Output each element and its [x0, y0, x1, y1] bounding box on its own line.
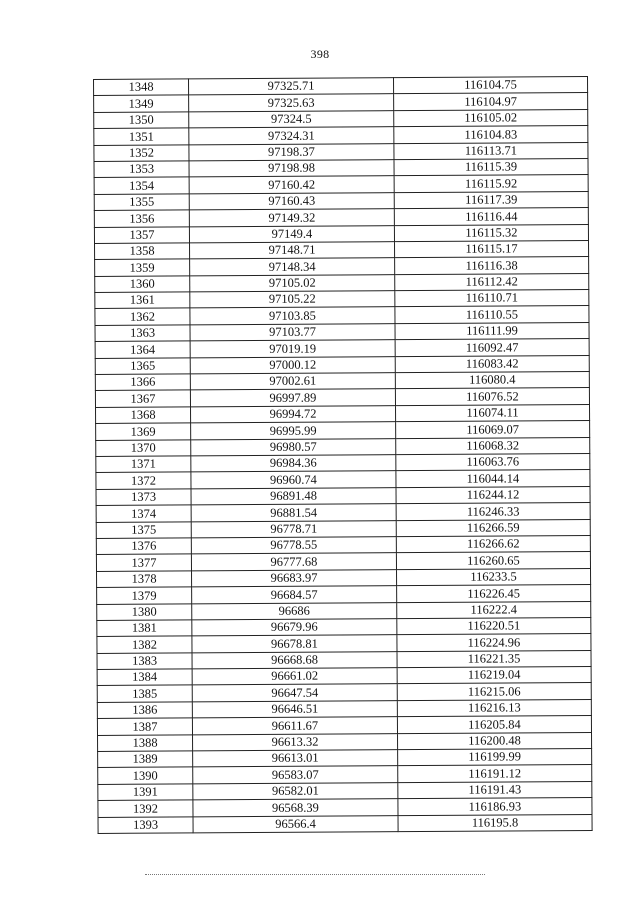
x-coordinate-cell: 97324.5: [189, 110, 394, 128]
y-coordinate-cell: 116226.45: [397, 585, 591, 603]
x-coordinate-cell: 96613.01: [193, 750, 398, 768]
y-coordinate-cell: 116110.71: [395, 290, 589, 308]
point-number-cell: 1381: [97, 620, 192, 637]
point-number-cell: 1374: [96, 505, 191, 522]
point-number-cell: 1367: [95, 390, 190, 407]
point-number-cell: 1392: [98, 800, 193, 817]
y-coordinate-cell: 116116.44: [394, 208, 588, 226]
y-coordinate-cell: 116222.4: [397, 601, 591, 619]
x-coordinate-cell: 97198.98: [189, 160, 394, 178]
x-coordinate-cell: 97325.71: [189, 78, 394, 96]
point-number-cell: 1387: [97, 718, 192, 735]
y-coordinate-cell: 116104.97: [394, 93, 588, 111]
point-number-cell: 1357: [94, 226, 189, 243]
point-number-cell: 1372: [96, 472, 191, 489]
y-coordinate-cell: 116195.8: [398, 814, 592, 832]
x-coordinate-cell: 96668.68: [192, 651, 397, 669]
point-number-cell: 1351: [94, 128, 189, 145]
x-coordinate-cell: 96583.07: [193, 766, 398, 784]
x-coordinate-cell: 96613.32: [193, 733, 398, 751]
y-coordinate-cell: 116117.39: [394, 191, 588, 209]
point-number-cell: 1369: [96, 423, 191, 440]
x-coordinate-cell: 96994.72: [191, 405, 396, 423]
point-number-cell: 1355: [94, 194, 189, 211]
x-coordinate-cell: 96777.68: [191, 553, 396, 571]
y-coordinate-cell: 116115.39: [394, 158, 588, 176]
point-number-cell: 1363: [95, 325, 190, 342]
point-number-cell: 1389: [98, 751, 193, 768]
y-coordinate-cell: 116266.59: [396, 519, 590, 537]
point-number-cell: 1371: [96, 456, 191, 473]
y-coordinate-cell: 116115.17: [394, 240, 588, 258]
point-number-cell: 1360: [95, 276, 190, 293]
point-number-cell: 1378: [97, 571, 192, 588]
x-coordinate-cell: 97149.32: [189, 209, 394, 227]
x-coordinate-cell: 96566.4: [193, 815, 398, 833]
x-coordinate-cell: 97198.37: [189, 143, 394, 161]
point-number-cell: 1376: [96, 538, 191, 555]
x-coordinate-cell: 96611.67: [192, 717, 397, 735]
y-coordinate-cell: 116111.99: [395, 322, 589, 340]
x-coordinate-cell: 96679.96: [192, 619, 397, 637]
y-coordinate-cell: 116224.96: [397, 634, 591, 652]
y-coordinate-cell: 116069.07: [396, 421, 590, 439]
y-coordinate-cell: 116115.32: [394, 224, 588, 242]
x-coordinate-cell: 96661.02: [192, 668, 397, 686]
y-coordinate-cell: 116063.76: [396, 453, 590, 471]
x-coordinate-cell: 97160.43: [189, 192, 394, 210]
y-coordinate-cell: 116113.71: [394, 142, 588, 160]
y-coordinate-cell: 116246.33: [396, 503, 590, 521]
x-coordinate-cell: 97002.61: [190, 373, 395, 391]
point-number-cell: 1377: [96, 554, 191, 571]
x-coordinate-cell: 96980.57: [191, 438, 396, 456]
point-number-cell: 1366: [95, 374, 190, 391]
page-number: 398: [310, 47, 330, 61]
point-number-cell: 1391: [98, 784, 193, 801]
x-coordinate-cell: 97105.02: [190, 274, 395, 292]
y-coordinate-cell: 116260.65: [396, 552, 590, 570]
y-coordinate-cell: 116044.14: [396, 470, 590, 488]
x-coordinate-cell: 97148.34: [190, 258, 395, 276]
point-number-cell: 1349: [94, 95, 189, 112]
x-coordinate-cell: 96891.48: [191, 487, 396, 505]
point-number-cell: 1382: [97, 636, 192, 653]
y-coordinate-cell: 116191.43: [398, 781, 592, 799]
point-number-cell: 1384: [97, 669, 192, 686]
y-coordinate-cell: 116104.75: [393, 76, 587, 94]
x-coordinate-cell: 96686: [192, 602, 397, 620]
x-coordinate-cell: 97325.63: [189, 94, 394, 112]
x-coordinate-cell: 97160.42: [189, 176, 394, 194]
x-coordinate-cell: 96582.01: [193, 782, 398, 800]
y-coordinate-cell: 116200.48: [398, 732, 592, 750]
y-coordinate-cell: 116112.42: [395, 273, 589, 291]
y-coordinate-cell: 116199.99: [398, 748, 592, 766]
y-coordinate-cell: 116116.38: [395, 257, 589, 275]
footer-rule: [145, 874, 485, 875]
y-coordinate-cell: 116068.32: [396, 437, 590, 455]
x-coordinate-cell: 97000.12: [190, 356, 395, 374]
table-row: [98, 814, 592, 833]
x-coordinate-cell: 96984.36: [191, 455, 396, 473]
y-coordinate-cell: 116074.11: [395, 404, 589, 422]
point-number-cell: 1375: [96, 521, 191, 538]
x-coordinate-cell: 96646.51: [192, 700, 397, 718]
x-coordinate-cell: 96684.57: [192, 586, 397, 604]
x-coordinate-cell: 97324.31: [189, 127, 394, 145]
x-coordinate-cell: 96778.71: [191, 520, 396, 538]
point-number-cell: 1380: [97, 603, 192, 620]
coordinate-table-body: [94, 76, 593, 833]
y-coordinate-cell: 116221.35: [397, 650, 591, 668]
point-number-cell: 1379: [97, 587, 192, 604]
y-coordinate-cell: 116219.04: [397, 667, 591, 685]
point-number-cell: 1358: [95, 243, 190, 260]
y-coordinate-cell: 116266.62: [396, 535, 590, 553]
point-number-cell: 1356: [94, 210, 189, 227]
point-number-cell: 1354: [94, 177, 189, 194]
point-number-cell: 1393: [98, 816, 193, 833]
y-coordinate-cell: 116233.5: [397, 568, 591, 586]
x-coordinate-cell: 97149.4: [189, 225, 394, 243]
y-coordinate-cell: 116083.42: [395, 355, 589, 373]
y-coordinate-cell: 116092.47: [395, 339, 589, 357]
x-coordinate-cell: 96678.81: [192, 635, 397, 653]
point-number-cell: 1353: [94, 161, 189, 178]
x-coordinate-cell: 97103.77: [190, 324, 395, 342]
point-number-cell: 1352: [94, 144, 189, 161]
x-coordinate-cell: 96647.54: [192, 684, 397, 702]
y-coordinate-cell: 116216.13: [397, 699, 591, 717]
y-coordinate-cell: 116191.12: [398, 765, 592, 783]
x-coordinate-cell: 96960.74: [191, 471, 396, 489]
x-coordinate-cell: 96778.55: [191, 537, 396, 555]
point-number-cell: 1390: [98, 767, 193, 784]
x-coordinate-cell: 97148.71: [190, 242, 395, 260]
x-coordinate-cell: 97103.85: [190, 307, 395, 325]
point-number-cell: 1385: [97, 685, 192, 702]
point-number-cell: 1368: [96, 407, 191, 424]
point-number-cell: 1362: [95, 308, 190, 325]
x-coordinate-cell: 97019.19: [190, 340, 395, 358]
y-coordinate-cell: 116220.51: [397, 617, 591, 635]
point-number-cell: 1361: [95, 292, 190, 309]
point-number-cell: 1348: [94, 79, 189, 96]
y-coordinate-cell: 116105.02: [394, 109, 588, 127]
point-number-cell: 1359: [95, 259, 190, 276]
point-number-cell: 1383: [97, 653, 192, 670]
x-coordinate-cell: 96881.54: [191, 504, 396, 522]
point-number-cell: 1364: [95, 341, 190, 358]
coordinate-table: [93, 76, 593, 834]
x-coordinate-cell: 96568.39: [193, 799, 398, 817]
point-number-cell: 1388: [98, 735, 193, 752]
point-number-cell: 1365: [95, 358, 190, 375]
point-number-cell: 1373: [96, 489, 191, 506]
x-coordinate-cell: 96995.99: [191, 422, 396, 440]
y-coordinate-cell: 116186.93: [398, 798, 592, 816]
point-number-cell: 1370: [96, 440, 191, 457]
y-coordinate-cell: 116104.83: [394, 126, 588, 144]
y-coordinate-cell: 116076.52: [395, 388, 589, 406]
y-coordinate-cell: 116080.4: [395, 372, 589, 390]
y-coordinate-cell: 116244.12: [396, 486, 590, 504]
y-coordinate-cell: 116115.92: [394, 175, 588, 193]
y-coordinate-cell: 116110.55: [395, 306, 589, 324]
point-number-cell: 1386: [97, 702, 192, 719]
x-coordinate-cell: 96683.97: [192, 569, 397, 587]
y-coordinate-cell: 116205.84: [397, 716, 591, 734]
point-number-cell: 1350: [94, 112, 189, 129]
x-coordinate-cell: 96997.89: [190, 389, 395, 407]
y-coordinate-cell: 116215.06: [397, 683, 591, 701]
x-coordinate-cell: 97105.22: [190, 291, 395, 309]
